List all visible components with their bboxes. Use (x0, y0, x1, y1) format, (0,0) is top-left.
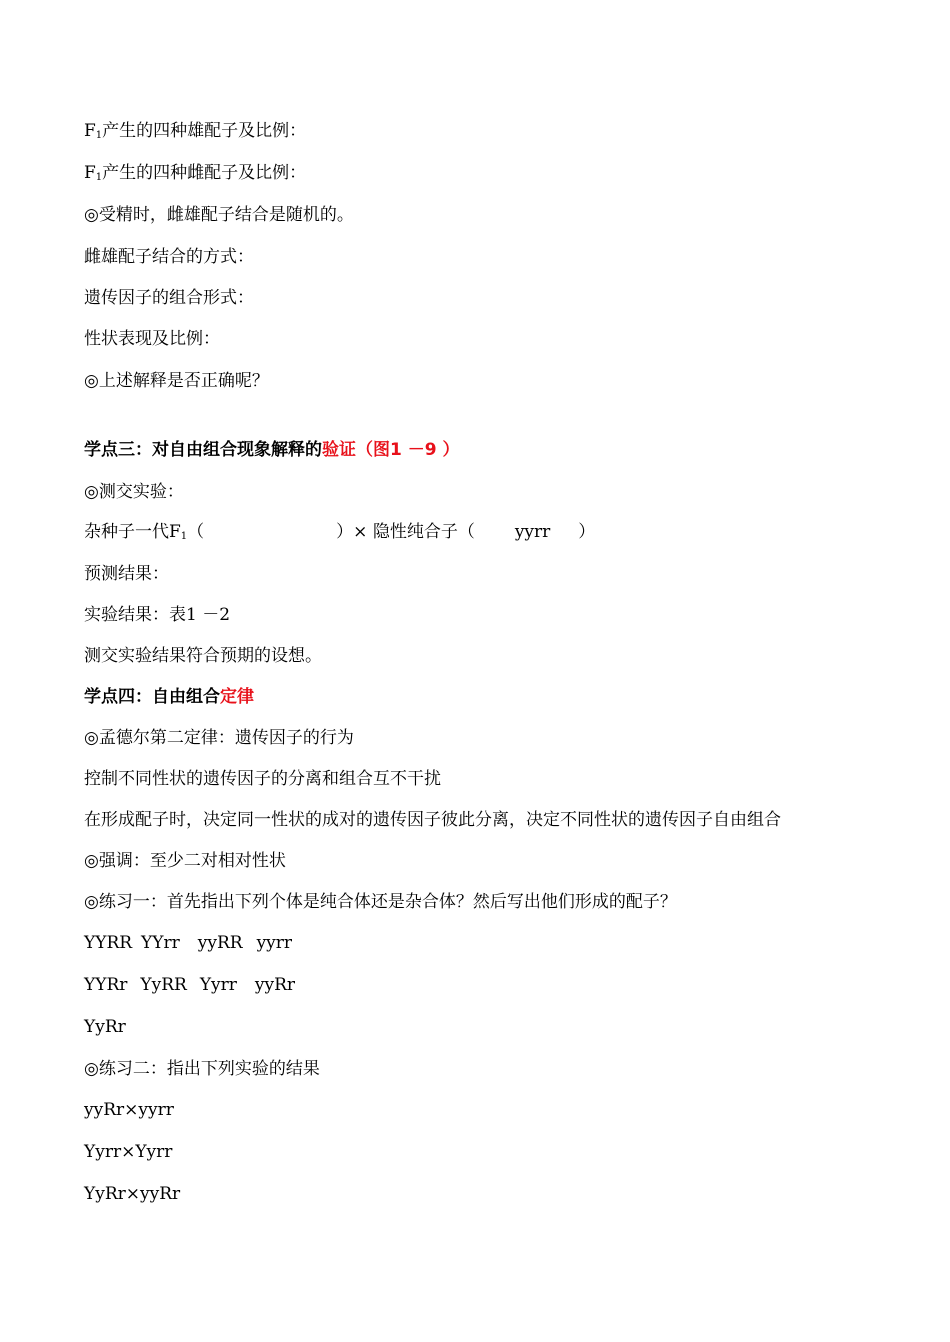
section-heading-3-red: 验证（图1 －9 ） (322, 440, 460, 460)
testcross-cross-line: 杂种子一代$F_1$（ ）× 隐性纯合子（ yyrr ） (84, 522, 596, 542)
exercise-1-prompt: ◎练习一：首先指出下列个体是纯合体还是杂合体？然后写出他们形成的配子？ (84, 892, 677, 912)
genotype-row-1: YYRR YYrr yyRR yyrr (84, 933, 293, 953)
fertilization-note: ◎受精时，雌雄配子结合是随机的。 (84, 205, 354, 225)
exercise-2-prompt: ◎练习二：指出下列实验的结果 (84, 1059, 320, 1079)
experiment-result-line: 实验结果：表1 －2 (84, 605, 231, 625)
mendel-second-law: ◎孟德尔第二定律：遗传因子的行为 (84, 728, 354, 748)
testcross-title: ◎测交实验： (84, 482, 184, 502)
cross-3: YyRr×yyRr (84, 1184, 181, 1204)
cross-1: yyRr×yyrr (84, 1100, 174, 1120)
law-statement-2: 在形成配子时，决定同一性状的成对的遗传因子彼此分离，决定不同性状的遗传因子自由组合 (84, 810, 781, 830)
f1-male-gametes-line: $F_1$产生的四种雄配子及比例： (84, 121, 307, 141)
cross-2: Yyrr×Yyrr (84, 1142, 173, 1162)
predicted-result-line: 预测结果： (84, 564, 169, 584)
emphasis-note: ◎强调：至少二对相对性状 (84, 851, 286, 871)
f1-female-gametes-line: $F_1$产生的四种雌配子及比例： (84, 163, 307, 183)
genotype-row-3: YyRr (84, 1017, 126, 1037)
section-heading-3: 学点三：对自由组合现象解释的验证（图1 －9 ） (84, 440, 460, 460)
explanation-question: ◎上述解释是否正确呢？ (84, 371, 269, 391)
phenotype-ratio-line: 性状表现及比例： (84, 329, 220, 349)
combination-methods-line: 雌雄配子结合的方式： (84, 247, 254, 267)
section-heading-4-red: 定律 (220, 687, 254, 707)
section-heading-4: 学点四：自由组合定律 (84, 687, 254, 707)
testcross-conclusion: 测交实验结果符合预期的设想。 (84, 646, 322, 666)
law-statement-1: 控制不同性状的遗传因子的分离和组合互不干扰 (84, 769, 441, 789)
genotype-row-2: YYRr YyRR Yyrr yyRr (84, 975, 296, 995)
genotype-forms-line: 遗传因子的组合形式： (84, 288, 254, 308)
